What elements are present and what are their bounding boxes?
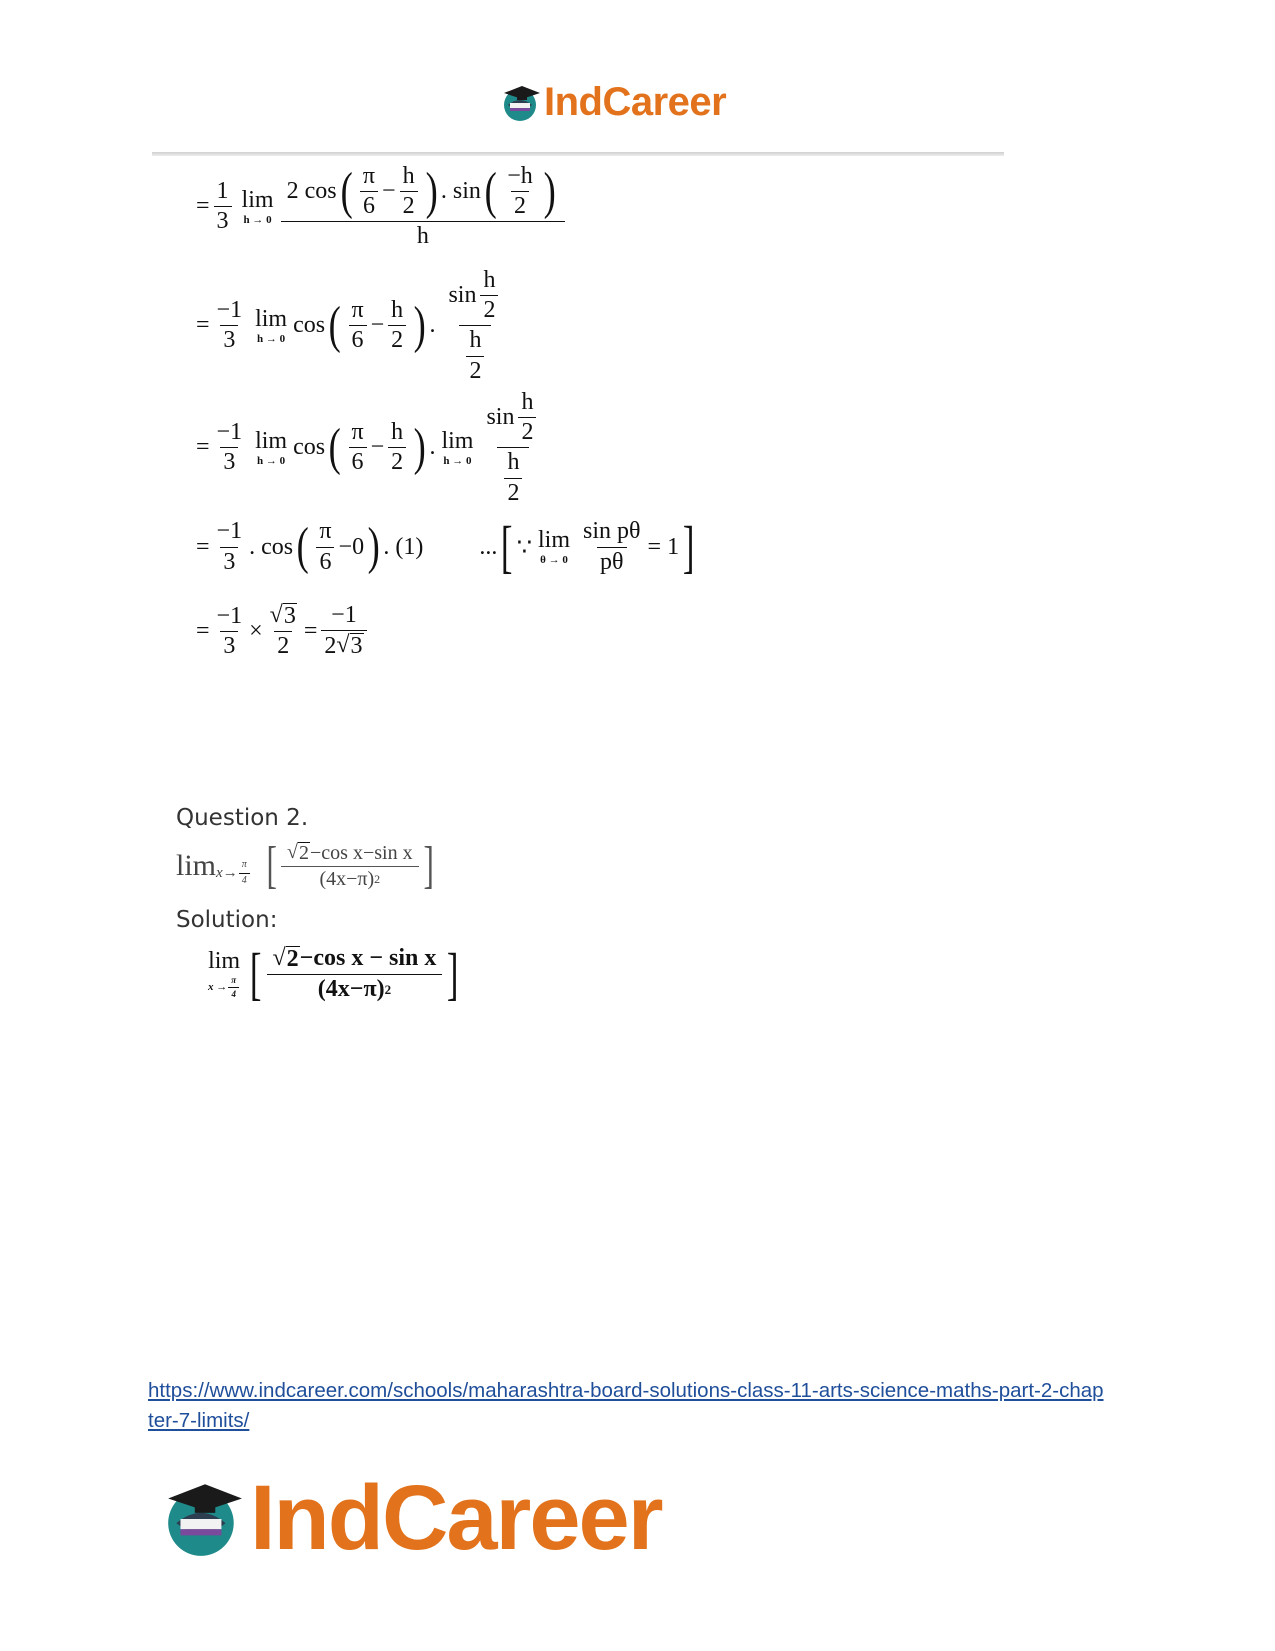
final-result: −1 2 √ 3 <box>321 603 366 659</box>
solution-step-1 <box>196 164 566 250</box>
source-url-link[interactable]: https://www.indcareer.com/schools/maharashtra-board-solutions-class-11-arts-science-maths-part-2-chapter-7-limits/ <box>148 1379 1104 1432</box>
footer-logo <box>160 1466 662 1571</box>
limit-operator: lim h → 0 <box>241 186 274 226</box>
solution-step-4: = $\frac{-1}{3}$ . cos ( $\frac{\pi}{6}$ −0 ) . (1) ... [ ∵ lim θ → 0 $\frac{\text{sin pθ}}{p\theta}$ = 1 ] <box>196 514 695 579</box>
solution-step-5: = $\frac{-1}{3}$ × √ 3 2 = −1 2 √ 3 <box>196 603 371 659</box>
header-logo <box>500 80 726 125</box>
logo-wordmark: IndCareer <box>544 80 727 124</box>
limit-operator: lim h → 0 <box>441 427 474 467</box>
header-divider <box>152 152 1004 156</box>
limit-operator: lim h → 0 <box>255 427 288 467</box>
main-fraction: 2 cos ( $\frac{\pi}{6}$ − $\frac{h}{2}$ ) . sin ( $\frac{-h}{2}$ ) h <box>284 164 563 250</box>
solution-step-3: = $\frac{-1}{3}$ lim h → 0 cos ( $\frac{\pi}{6}$ − $\frac{h}{2}$ ) . lim h → 0 sin $\frac{h}{2}$ $\frac{h}{2}$ <box>196 390 547 506</box>
limit-operator: lim θ → 0 <box>538 527 571 566</box>
coefficient: $\frac{1}{3}$ <box>214 179 232 234</box>
globe-graduation-cap-icon <box>500 83 542 123</box>
solution-step-2: = $\frac{-1}{3}$ lim h → 0 cos ( $\frac{\pi}{6}$ − $\frac{h}{2}$ ) . sin $\frac{h}{2}$ $\frac{h}{2}$ <box>196 268 509 384</box>
equals-sign: = <box>196 193 210 220</box>
question-expression: lim x → $\frac{\pi}{4}$ [ √ 2 −cos x−sin x (4x−π) 2 ] <box>176 837 434 894</box>
globe-graduation-cap-icon <box>160 1477 246 1561</box>
limit-operator: lim h → 0 <box>255 305 288 345</box>
solution-expression: lim x → $\frac{\pi}{4}$ [ √ 2 −cos x − sin x (4x−π) 2 ] <box>208 941 459 1006</box>
question-label: Question 2. <box>176 805 309 831</box>
logo-wordmark: IndCareer <box>250 1467 662 1569</box>
sin-over-h-fraction: sin $\frac{h}{2}$ $\frac{h}{2}$ <box>483 390 543 506</box>
sin-over-h-fraction: sin $\frac{h}{2}$ $\frac{h}{2}$ <box>445 268 505 384</box>
solution-label: Solution: <box>176 907 278 933</box>
